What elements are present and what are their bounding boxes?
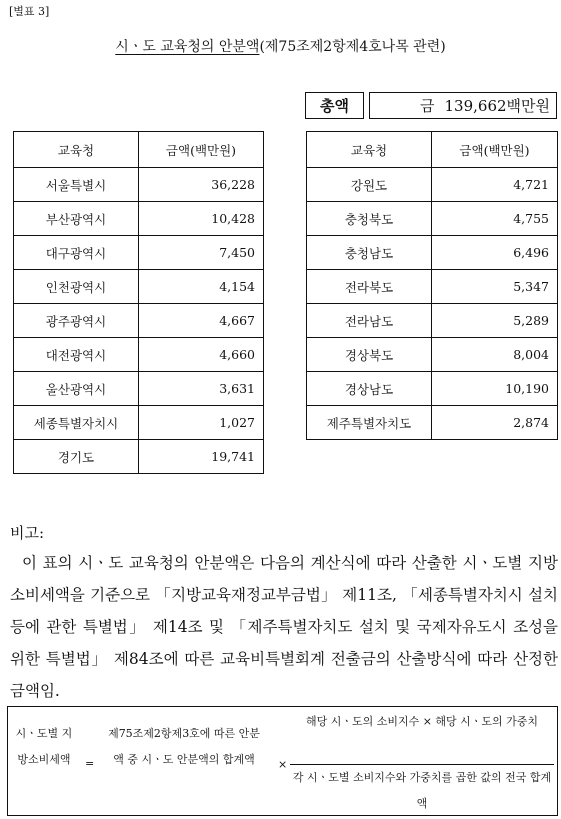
total-value: 139,662백만원 <box>444 97 550 115</box>
office-amount: 7,450 <box>139 236 264 270</box>
formula-times: × <box>278 758 288 771</box>
formula-denominator: 각 시ㆍ도별 소비지수와 가중치를 곱한 값의 전국 합계액 <box>292 771 552 810</box>
table-row <box>14 202 264 236</box>
annex-tag: [별표 3] <box>9 5 50 18</box>
column-header-amount: 금액(백만원) <box>139 132 264 168</box>
table-header-row <box>14 132 264 168</box>
table-header-row <box>307 132 558 168</box>
office-amount: 5,289 <box>432 304 558 338</box>
table-row <box>307 304 558 338</box>
table-row <box>307 270 558 304</box>
office-name: 광주광역시 <box>14 304 139 338</box>
office-name: 경상남도 <box>307 372 432 406</box>
office-name: 세종특별자치시 <box>14 406 139 440</box>
office-name: 충청남도 <box>307 236 432 270</box>
formula-middle-term: 제75조제2항제3호에 따른 안분액 중 시ㆍ도 안분액의 합계액 <box>108 727 260 766</box>
office-amount: 1,027 <box>139 406 264 440</box>
total-prefix: 금 <box>420 97 435 115</box>
office-name: 대전광역시 <box>14 338 139 372</box>
table-row <box>307 202 558 236</box>
remarks-text: 이 표의 시ㆍ도 교육청의 안분액은 다음의 계산식에 따라 산출한 시ㆍ도별 지방소비세액을 기준으로 「지방교육재정교부금법」 제11조, 「세종특별자치시 설치 등에 관한 특별법」 제14조 및 「제주특별자치도 설치 및 국제자유도시 조성을 위한 특별법」 제84조에 따른 교육비특별회계 전출금의 산출방식에 따라 산정한 금액임. <box>10 554 558 700</box>
title-sub: (제75조제2항제4호나목 관련) <box>259 39 446 55</box>
office-amount: 4,755 <box>432 202 558 236</box>
office-name: 서울특별시 <box>14 168 139 202</box>
formula-box <box>7 706 558 816</box>
table-row <box>14 440 264 474</box>
office-amount: 10,428 <box>139 202 264 236</box>
office-name: 대구광역시 <box>14 236 139 270</box>
office-name: 강원도 <box>307 168 432 202</box>
office-amount: 4,721 <box>432 168 558 202</box>
table-row <box>14 304 264 338</box>
table-row <box>307 372 558 406</box>
formula-left-term: 시ㆍ도별 지방소비세액 <box>15 727 73 766</box>
office-name: 울산광역시 <box>14 372 139 406</box>
office-name: 전라남도 <box>307 304 432 338</box>
table-row <box>14 236 264 270</box>
office-amount: 19,741 <box>139 440 264 474</box>
office-amount: 5,347 <box>432 270 558 304</box>
remarks-label: 비고: <box>10 524 45 542</box>
formula-numerator: 해당 시ㆍ도의 소비지수 × 해당 시ㆍ도의 가중치 <box>305 715 539 728</box>
formula-equals: = <box>85 757 95 770</box>
office-name: 전라북도 <box>307 270 432 304</box>
office-amount: 6,496 <box>432 236 558 270</box>
office-amount: 36,228 <box>139 168 264 202</box>
office-amount: 4,154 <box>139 270 264 304</box>
column-header-amount: 금액(백만원) <box>432 132 558 168</box>
title-main: 시ㆍ도 교육청의 안분액 <box>115 39 260 55</box>
office-name: 경기도 <box>14 440 139 474</box>
table-row <box>14 338 264 372</box>
office-amount: 10,190 <box>432 372 558 406</box>
left-distribution-table <box>13 131 264 474</box>
table-row <box>14 372 264 406</box>
column-header-office: 교육청 <box>307 132 432 168</box>
table-row <box>307 406 558 440</box>
column-header-office: 교육청 <box>14 132 139 168</box>
right-distribution-table <box>306 131 558 440</box>
table-row <box>14 406 264 440</box>
table-row <box>14 270 264 304</box>
table-row <box>14 168 264 202</box>
office-amount: 8,004 <box>432 338 558 372</box>
page-title <box>0 36 561 56</box>
office-name: 제주특별자치도 <box>307 406 432 440</box>
office-amount: 3,631 <box>139 372 264 406</box>
total-value-box <box>369 92 557 119</box>
office-name: 부산광역시 <box>14 202 139 236</box>
office-amount: 2,874 <box>432 406 558 440</box>
office-amount: 4,667 <box>139 304 264 338</box>
total-label: 총액 <box>305 92 364 119</box>
table-row <box>307 236 558 270</box>
table-row <box>307 338 558 372</box>
office-name: 충청북도 <box>307 202 432 236</box>
office-name: 경상북도 <box>307 338 432 372</box>
office-amount: 4,660 <box>139 338 264 372</box>
office-name: 인천광역시 <box>14 270 139 304</box>
table-row <box>307 168 558 202</box>
